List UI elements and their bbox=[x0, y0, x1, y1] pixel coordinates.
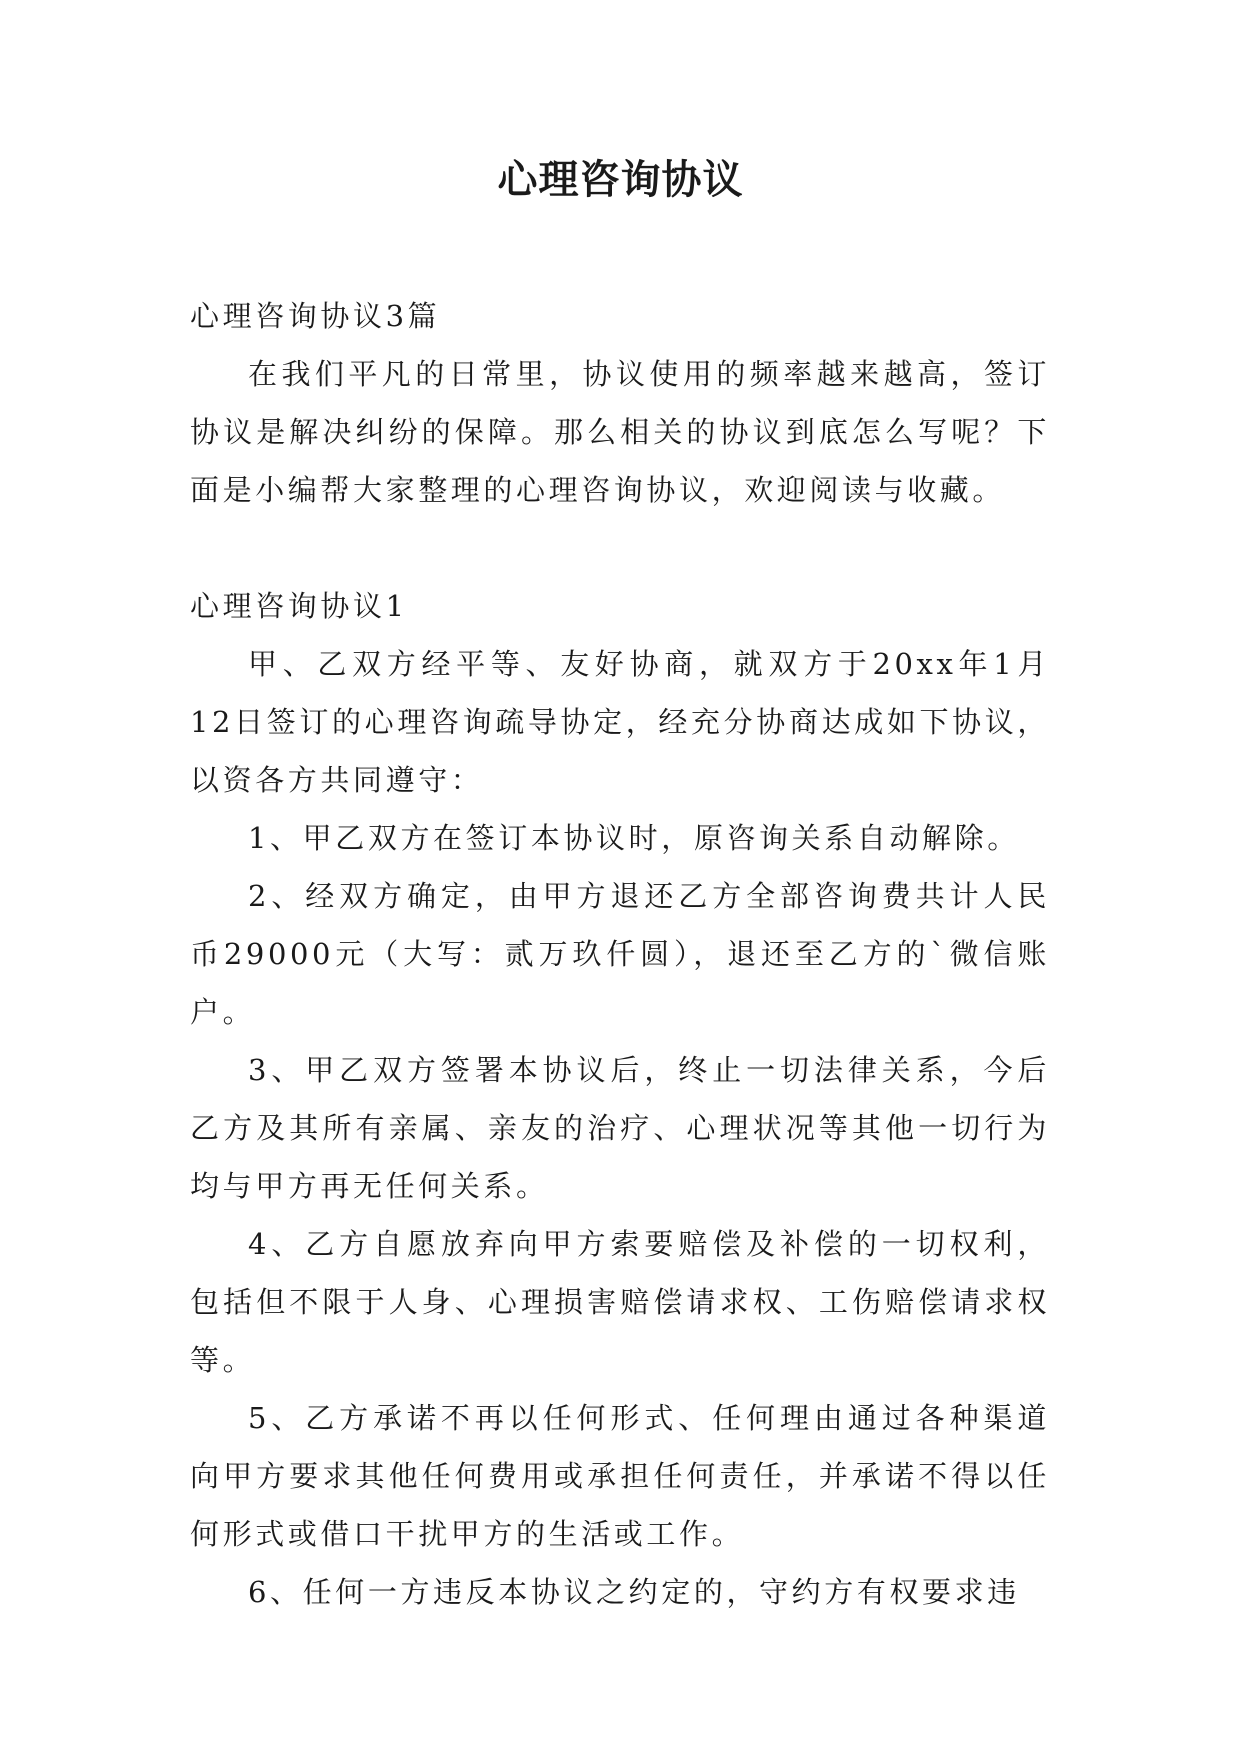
intro-paragraph: 在我们平凡的日常里，协议使用的频率越来越高，签订协议是解决纠纷的保障。那么相关的协议到底怎么写呢？下面是小编帮大家整理的心理咨询协议，欢迎阅读与收藏。 bbox=[190, 357, 1050, 507]
clause-2: 2、经双方确定，由甲方退还乙方全部咨询费共计人民币29000元（大写：贰万玖仟圆），退还至乙方的`微信账户。 bbox=[190, 879, 1050, 1029]
clause-5: 5、乙方承诺不再以任何形式、任何理由通过各种渠道向甲方要求其他任何费用或承担任何责任，并承诺不得以任何形式或借口干扰甲方的生活或工作。 bbox=[190, 1401, 1050, 1551]
document-subtitle: 心理咨询协议3篇 bbox=[190, 299, 441, 333]
document-body bbox=[190, 287, 1050, 1621]
clause-4: 4、乙方自愿放弃向甲方索要赔偿及补偿的一切权利，包括但不限于人身、心理损害赔偿请求权、工伤赔偿请求权等。 bbox=[190, 1227, 1050, 1377]
clause-1: 1、甲乙双方在签订本协议时，原咨询关系自动解除。 bbox=[248, 821, 1020, 855]
clause-3: 3、甲乙双方签署本协议后，终止一切法律关系，今后乙方及其所有亲属、亲友的治疗、心理状况等其他一切行为均与甲方再无任何关系。 bbox=[190, 1053, 1050, 1203]
preamble-paragraph: 甲、乙双方经平等、友好协商，就双方于20xx年1月12日签订的心理咨询疏导协定，经充分协商达成如下协议，以资各方共同遵守： bbox=[190, 647, 1050, 797]
section-heading: 心理咨询协议1 bbox=[190, 589, 408, 623]
clause-6: 6、任何一方违反本协议之约定的，守约方有权要求违 bbox=[248, 1575, 1020, 1609]
document-title: 心理咨询协议 bbox=[497, 156, 744, 203]
paragraph-spacer bbox=[190, 519, 1050, 577]
